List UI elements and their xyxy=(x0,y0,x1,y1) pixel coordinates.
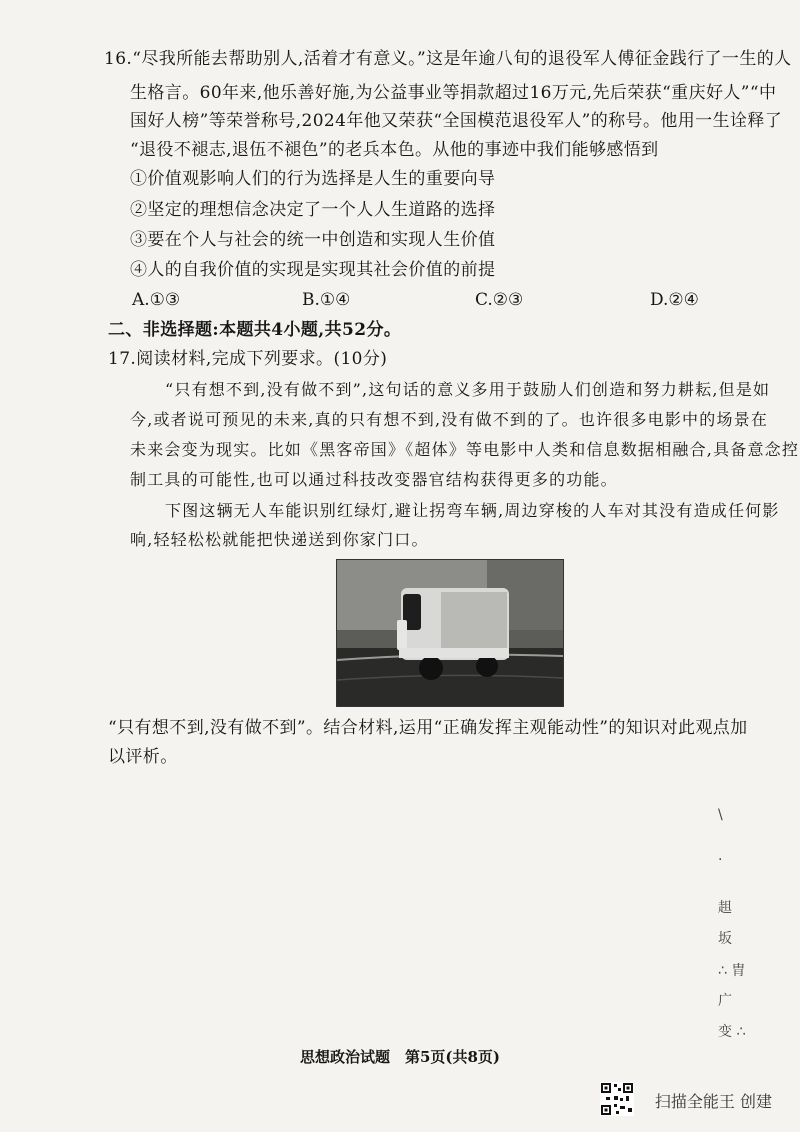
q16-option-c: C.②③ xyxy=(475,290,524,310)
q16-statement-2: ②坚定的理想信念决定了一个人人生道路的选择 xyxy=(130,200,496,220)
q16-line-4: “退役不褪志,退伍不褪色”的老兵本色。从他的事迹中我们能够感悟到 xyxy=(130,140,659,160)
q16-option-a: A.①③ xyxy=(132,290,181,310)
q17-para1-line-4: 制工具的可能性,也可以通过科技改变器官结构获得更多的功能。 xyxy=(130,470,618,489)
q17-para1-line-2: 今,或者说可预见的未来,真的只有想不到,没有做不到的了。也许很多电影中的场景在 xyxy=(130,410,769,429)
q16-option-d: D.②④ xyxy=(650,290,699,310)
q16-line-1: 16.“尽我所能去帮助别人,活着才有意义。”这是年逾八旬的退役军人傅征金践行了一生的人 xyxy=(104,49,792,69)
margin-mark-4: 坂 xyxy=(718,931,732,947)
margin-mark-7: 变 ∴ xyxy=(718,1024,746,1040)
margin-mark-2: · xyxy=(718,852,723,868)
scanner-watermark-label: 扫描全能王 创建 xyxy=(654,1092,772,1111)
margin-mark-6: 广 xyxy=(718,993,732,1009)
q16-line-2: 生格言。60年来,他乐善好施,为公益事业等捐款超过16万元,先后荣获“重庆好人”“中 xyxy=(130,83,777,103)
q17-title: 17.阅读材料,完成下列要求。(10分) xyxy=(108,349,388,369)
qr-code-icon xyxy=(600,1082,634,1116)
page-footer: 思想政治试题 第5页(共8页) xyxy=(299,1048,501,1066)
q17-para1-line-3: 未来会变为现实。比如《黑客帝国》《超体》等电影中人类和信息数据相融合,具备意念控 xyxy=(130,440,800,459)
q16-statement-3: ③要在个人与社会的统一中创造和实现人生价值 xyxy=(130,230,496,250)
q16-statement-1: ①价值观影响人们的行为选择是人生的重要向导 xyxy=(130,169,496,189)
delivery-vehicle-photo xyxy=(336,559,564,707)
margin-mark-1: \ xyxy=(718,807,723,823)
q17-question-line-2: 以评析。 xyxy=(108,747,178,767)
delivery-vehicle-illustration xyxy=(337,560,563,706)
margin-mark-3: 趄 xyxy=(718,900,732,916)
q17-para2-line-1: 下图这辆无人车能识别红绿灯,避让拐弯车辆,周边穿梭的人车对其没有造成任何影 xyxy=(165,501,780,520)
q16-statement-4: ④人的自我价值的实现是实现其社会价值的前提 xyxy=(130,260,496,280)
q17-para1-line-1: “只有想不到,没有做不到”,这句话的意义多用于鼓励人们创造和努力耕耘,但是如 xyxy=(165,380,771,399)
section-2-heading: 二、非选择题:本题共4小题,共52分。 xyxy=(108,320,402,340)
q17-para2-line-2: 响,轻轻松松就能把快递送到你家门口。 xyxy=(130,530,429,549)
q17-question-line-1: “只有想不到,没有做不到”。结合材料,运用“正确发挥主观能动性”的知识对此观点加 xyxy=(108,718,748,738)
margin-mark-5: ∴ 胄 xyxy=(718,963,746,979)
q16-option-b: B.①④ xyxy=(302,290,351,310)
q16-line-3: 国好人榜”等荣誉称号,2024年他又荣获“全国模范退役军人”的称号。他用一生诠释了 xyxy=(130,111,783,131)
